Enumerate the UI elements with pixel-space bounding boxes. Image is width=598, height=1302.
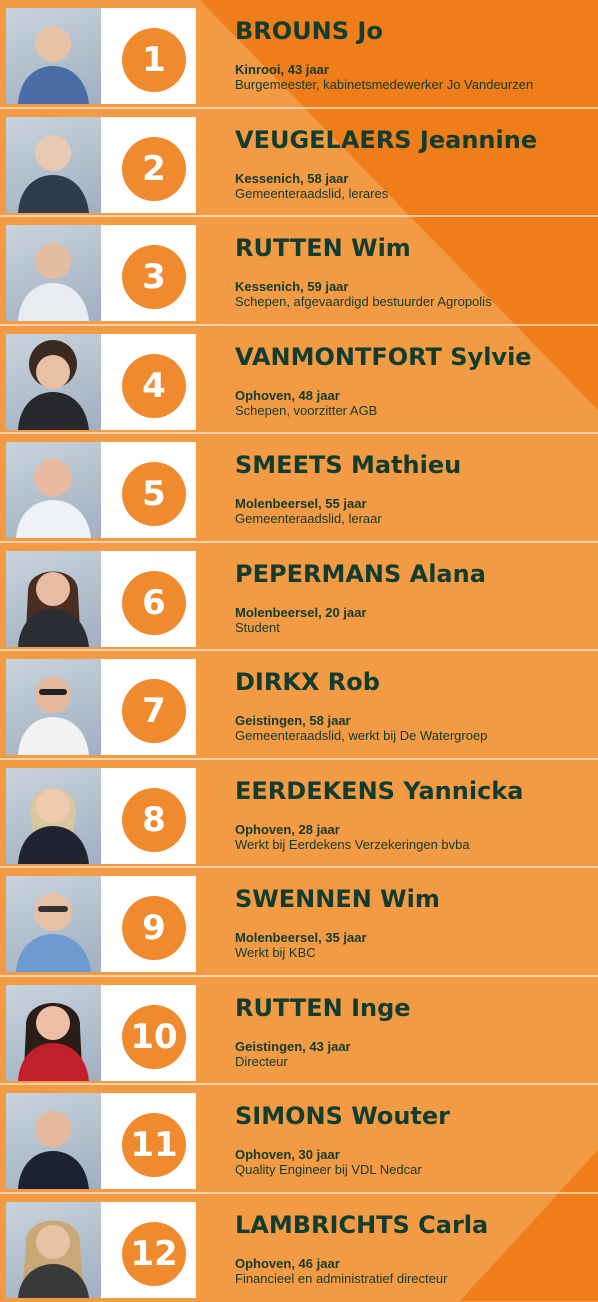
candidate-photo — [6, 985, 101, 1081]
candidate-role: Financieel en administratief directeur — [235, 1271, 447, 1287]
candidate-name: SMEETS Mathieu — [235, 451, 461, 479]
candidate-name: SWENNEN Wim — [235, 885, 440, 913]
candidate-number: 6 — [122, 571, 186, 635]
person-silhouette-icon — [6, 225, 101, 321]
candidate-number: 1 — [122, 28, 186, 92]
person-silhouette-icon — [6, 768, 101, 864]
candidate-row — [0, 0, 598, 109]
candidate-role: Werkt bij KBC — [235, 945, 316, 961]
candidate-number: 2 — [122, 137, 186, 201]
candidate-name: RUTTEN Inge — [235, 994, 411, 1022]
candidate-role: Burgemeester, kabinetsmedewerker Jo Vandeurzen — [235, 77, 533, 93]
candidate-card — [6, 334, 196, 430]
candidate-role: Gemeenteraadslid, leraar — [235, 511, 382, 527]
candidate-role: Directeur — [235, 1054, 288, 1070]
candidate-card — [6, 551, 196, 647]
candidate-row — [0, 760, 598, 869]
candidate-location-age: Molenbeersel, 35 jaar — [235, 930, 367, 945]
candidate-photo — [6, 876, 101, 972]
person-silhouette-icon — [6, 8, 101, 104]
candidate-number: 9 — [122, 896, 186, 960]
candidate-location-age: Ophoven, 28 jaar — [235, 822, 340, 837]
candidate-number: 12 — [122, 1222, 186, 1286]
candidate-name: BROUNS Jo — [235, 17, 383, 45]
candidate-name: LAMBRICHTS Carla — [235, 1211, 488, 1239]
candidate-number: 4 — [122, 354, 186, 418]
candidate-photo — [6, 551, 101, 647]
candidate-role: Student — [235, 620, 280, 636]
candidate-role: Gemeenteraadslid, werkt bij De Watergroep — [235, 728, 487, 744]
candidate-row — [0, 543, 598, 652]
candidate-number: 10 — [122, 1005, 186, 1069]
candidate-photo — [6, 334, 101, 430]
candidate-location-age: Molenbeersel, 20 jaar — [235, 605, 367, 620]
person-silhouette-icon — [6, 985, 101, 1081]
candidate-location-age: Kinrooi, 43 jaar — [235, 62, 329, 77]
candidate-role: Quality Engineer bij VDL Nedcar — [235, 1162, 422, 1178]
candidate-number: 8 — [122, 788, 186, 852]
candidate-location-age: Geistingen, 58 jaar — [235, 713, 351, 728]
person-silhouette-icon — [6, 659, 101, 755]
candidate-card — [6, 8, 196, 104]
candidate-name: SIMONS Wouter — [235, 1102, 450, 1130]
candidate-photo — [6, 768, 101, 864]
candidate-card — [6, 117, 196, 213]
candidate-location-age: Ophoven, 48 jaar — [235, 388, 340, 403]
candidate-location-age: Molenbeersel, 55 jaar — [235, 496, 367, 511]
candidate-card — [6, 1202, 196, 1298]
candidate-row — [0, 1194, 598, 1302]
person-silhouette-icon — [6, 442, 101, 538]
candidate-name: RUTTEN Wim — [235, 234, 411, 262]
candidate-photo — [6, 117, 101, 213]
candidate-location-age: Kessenich, 59 jaar — [235, 279, 348, 294]
person-silhouette-icon — [6, 551, 101, 647]
candidate-row — [0, 651, 598, 760]
candidate-location-age: Geistingen, 43 jaar — [235, 1039, 351, 1054]
candidate-photo — [6, 8, 101, 104]
candidate-card — [6, 1093, 196, 1189]
candidate-location-age: Ophoven, 46 jaar — [235, 1256, 340, 1271]
person-silhouette-icon — [6, 117, 101, 213]
candidate-photo — [6, 659, 101, 755]
person-silhouette-icon — [6, 1093, 101, 1189]
candidate-number: 7 — [122, 679, 186, 743]
candidate-card — [6, 442, 196, 538]
candidate-role: Schepen, afgevaardigd bestuurder Agropolis — [235, 294, 492, 310]
candidate-photo — [6, 225, 101, 321]
candidate-card — [6, 225, 196, 321]
candidate-location-age: Kessenich, 58 jaar — [235, 171, 348, 186]
candidate-row — [0, 868, 598, 977]
candidate-location-age: Ophoven, 30 jaar — [235, 1147, 340, 1162]
candidate-role: Werkt bij Eerdekens Verzekeringen bvba — [235, 837, 470, 853]
candidate-name: DIRKX Rob — [235, 668, 380, 696]
candidate-number: 3 — [122, 245, 186, 309]
candidate-photo — [6, 1202, 101, 1298]
candidate-role: Gemeenteraadslid, lerares — [235, 186, 388, 202]
candidate-row — [0, 217, 598, 326]
candidate-card — [6, 876, 196, 972]
candidate-row — [0, 109, 598, 218]
candidate-photo — [6, 1093, 101, 1189]
candidate-row — [0, 326, 598, 435]
candidate-name: EERDEKENS Yannicka — [235, 777, 523, 805]
candidate-row — [0, 1085, 598, 1194]
candidate-number: 11 — [122, 1113, 186, 1177]
candidate-name: VEUGELAERS Jeannine — [235, 126, 537, 154]
person-silhouette-icon — [6, 334, 101, 430]
person-silhouette-icon — [6, 876, 101, 972]
candidate-photo — [6, 442, 101, 538]
candidate-row — [0, 434, 598, 543]
candidate-role: Schepen, voorzitter AGB — [235, 403, 377, 419]
candidate-name: VANMONTFORT Sylvie — [235, 343, 532, 371]
person-silhouette-icon — [6, 1202, 101, 1298]
candidate-row — [0, 977, 598, 1086]
candidate-card — [6, 768, 196, 864]
candidate-card — [6, 659, 196, 755]
candidate-number: 5 — [122, 462, 186, 526]
candidate-name: PEPERMANS Alana — [235, 560, 486, 588]
candidate-card — [6, 985, 196, 1081]
